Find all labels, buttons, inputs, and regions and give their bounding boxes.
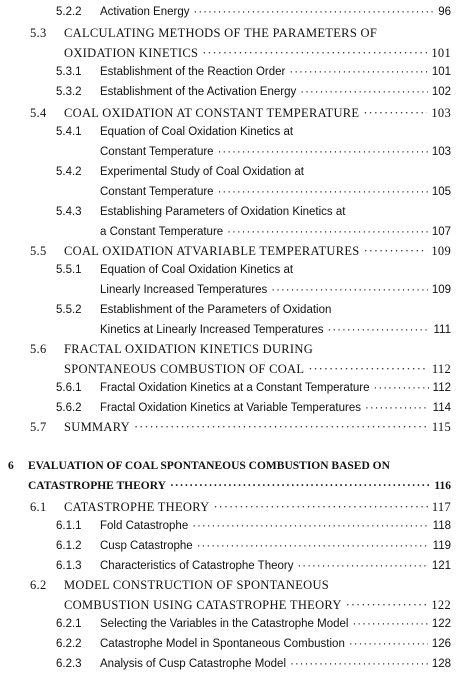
toc-entry-title: Analysis of Cusp Catastrophe Model [100, 658, 287, 670]
toc-entry-number: 6.2.2 [56, 638, 82, 650]
toc-entry [30, 26, 451, 41]
toc-entry-page: 121 [431, 560, 451, 572]
toc-entry [56, 520, 451, 532]
toc-entry-title: Fractal Oxidation Kinetics at a Constant Temperature [100, 382, 370, 394]
toc-entry [56, 618, 451, 630]
toc-entry [100, 186, 451, 198]
toc-entry [56, 126, 451, 138]
toc-entry-number: 5.5 [30, 244, 47, 258]
dot-leader [218, 186, 428, 198]
toc-entry [64, 46, 451, 61]
toc-entry-page: 107 [431, 226, 451, 238]
toc-entry [56, 66, 451, 78]
toc-entry [30, 500, 451, 515]
dot-leader [365, 402, 429, 414]
toc-entry-title: Fold Catastrophe [100, 520, 189, 532]
toc-entry-title: CALCULATING METHODS OF THE PARAMETERS OF [64, 26, 378, 40]
toc-entry-number: 6.2.1 [56, 618, 82, 630]
toc-entry [56, 560, 451, 572]
toc-entry-number: 6 [8, 460, 14, 472]
toc-entry-title: Linearly Increased Temperatures [100, 284, 268, 296]
toc-entry-title: FRACTAL OXIDATION KINETICS DURING [64, 342, 314, 356]
toc-entry-page: 116 [434, 480, 451, 492]
dot-leader [289, 66, 427, 78]
toc-entry-title: SPONTANEOUS COMBUSTION OF COAL [64, 362, 305, 376]
toc-entry [56, 638, 451, 650]
toc-entry-number: 6.1.2 [56, 540, 82, 552]
toc-entry [28, 480, 451, 492]
toc-entry-title: OXIDATION KINETICS [64, 46, 199, 60]
dot-leader [170, 480, 430, 492]
toc-entry-page: 122 [431, 598, 451, 612]
toc-entry [56, 304, 451, 316]
toc-entry-title: Equation of Coal Oxidation Kinetics at [100, 126, 294, 138]
toc-entry-title: COAL OXIDATION ATVARIABLE TEMPERATURES [64, 244, 360, 258]
toc-entry [30, 420, 451, 435]
toc-entry-number: 6.2.3 [56, 658, 82, 670]
toc-entry-page: 126 [431, 638, 451, 650]
toc-entry-number: 5.6.2 [56, 402, 82, 414]
dot-leader [197, 540, 429, 552]
dot-leader [363, 106, 427, 121]
toc-entry [100, 146, 451, 158]
toc-entry-page: 109 [431, 284, 451, 296]
toc-entry-number: 5.6 [30, 342, 47, 356]
toc-entry-title: Equation of Coal Oxidation Kinetics at [100, 264, 294, 276]
toc-entry-title: Establishment of the Activation Energy [100, 86, 297, 98]
toc-entry-page: 119 [432, 540, 451, 552]
toc-entry-title: Establishment of the Reaction Order [100, 66, 286, 78]
dot-leader [290, 658, 428, 670]
toc-entry-title: Selecting the Variables in the Catastrophe Model [100, 618, 349, 630]
toc-entry-page: 112 [432, 382, 451, 394]
toc-entry [8, 460, 451, 472]
toc-entry-page: 114 [432, 402, 451, 414]
toc-entry [30, 578, 451, 593]
toc-entry [30, 106, 451, 121]
toc-entry-number: 6.2 [30, 578, 47, 592]
toc-entry-title: a Constant Temperature [100, 226, 224, 238]
toc-entry-title: Cusp Catastrophe [100, 540, 193, 552]
dot-leader [308, 362, 427, 377]
toc-entry-title: Constant Temperature [100, 146, 214, 158]
toc-entry [30, 244, 451, 259]
toc-entry [56, 86, 451, 98]
toc-entry [56, 6, 451, 18]
toc-entry-number: 6.1.1 [56, 520, 82, 532]
dot-leader [192, 520, 428, 532]
dot-leader [300, 86, 428, 98]
toc-entry-number: 5.4.1 [56, 126, 82, 138]
toc-entry-number: 5.7 [30, 420, 47, 434]
toc-entry-title: Characteristics of Catastrophe Theory [100, 560, 294, 572]
toc-entry-page: 111 [433, 324, 451, 336]
toc-entry-page: 105 [431, 186, 451, 198]
toc-entry-title: Activation Energy [100, 6, 190, 18]
toc-entry-page: 102 [431, 86, 451, 98]
toc-entry-number: 5.5.2 [56, 304, 82, 316]
toc-entry-title: COMBUSTION USING CATASTROPHE THEORY [64, 598, 342, 612]
toc-entry-title: SUMMARY [64, 420, 131, 434]
toc-entry-title: EVALUATION OF COAL SPONTANEOUS COMBUSTION BASED ON [28, 460, 390, 472]
dot-leader [297, 560, 427, 572]
toc-entry-page: 112 [431, 362, 451, 376]
toc-entry-number: 6.1 [30, 500, 47, 514]
toc-entry-title: Establishing Parameters of Oxidation Kinetics at [100, 206, 346, 218]
toc-entry-number: 5.3.1 [56, 66, 82, 78]
toc-entry [30, 342, 451, 357]
dot-leader [202, 46, 427, 61]
toc-entry [56, 206, 451, 218]
toc-entry-number: 5.6.1 [56, 382, 82, 394]
toc-entry-title: Fractal Oxidation Kinetics at Variable Temperatures [100, 402, 362, 414]
dot-leader [364, 244, 428, 259]
toc-entry-title: CATASTROPHE THEORY [28, 480, 166, 492]
toc-entry [100, 324, 451, 336]
dot-leader [214, 500, 428, 515]
toc-entry [56, 540, 451, 552]
toc-entry-number: 5.3.2 [56, 86, 82, 98]
toc-entry-number: 5.4 [30, 106, 47, 120]
toc-entry [56, 166, 451, 178]
toc-entry-page: 109 [431, 244, 451, 258]
toc-entry-number: 5.2.2 [56, 6, 82, 18]
toc-entry [64, 598, 451, 613]
toc-entry [56, 658, 451, 670]
dot-leader [352, 618, 427, 630]
toc-entry-page: 122 [431, 618, 451, 630]
toc-entry-page: 96 [438, 6, 451, 18]
toc-entry-page: 117 [431, 500, 451, 514]
dot-leader [349, 638, 428, 650]
toc-entry-title: CATASTROPHE THEORY [64, 500, 210, 514]
toc-entry-title: Establishment of the Parameters of Oxidation [100, 304, 332, 316]
toc-entry [56, 382, 451, 394]
toc-entry-title: Constant Temperature [100, 186, 214, 198]
toc-entry-title: Catastrophe Model in Spontaneous Combustion [100, 638, 345, 650]
toc-entry-number: 5.3 [30, 26, 47, 40]
toc-entry-page: 103 [431, 146, 451, 158]
toc-entry [100, 226, 451, 238]
toc-entry-page: 101 [431, 66, 451, 78]
toc-entry-page: 115 [431, 420, 451, 434]
dot-leader [271, 284, 428, 296]
toc-entry-title: Kinetics at Linearly Increased Temperatures [100, 324, 324, 336]
dot-leader [194, 6, 435, 18]
toc-entry-number: 6.1.3 [56, 560, 82, 572]
toc-entry-title: COAL OXIDATION AT CONSTANT TEMPERATURE [64, 106, 360, 120]
toc-entry [100, 284, 451, 296]
toc-entry-number: 5.4.3 [56, 206, 82, 218]
toc-entry-page: 101 [431, 46, 451, 60]
dot-leader [218, 146, 428, 158]
toc-entry [56, 264, 451, 276]
toc-entry [56, 402, 451, 414]
toc-entry [64, 362, 451, 377]
toc-entry-page: 103 [431, 106, 451, 120]
toc-entry-title: Experimental Study of Coal Oxidation at [100, 166, 304, 178]
toc-entry-page: 118 [432, 520, 451, 532]
dot-leader [328, 324, 430, 336]
dot-leader [227, 226, 428, 238]
toc-entry-page: 128 [431, 658, 451, 670]
dot-leader [374, 382, 429, 394]
toc-entry-number: 5.4.2 [56, 166, 82, 178]
toc-entry-number: 5.5.1 [56, 264, 82, 276]
dot-leader [346, 598, 428, 613]
dot-leader [134, 420, 428, 435]
toc-entry-title: MODEL CONSTRUCTION OF SPONTANEOUS [64, 578, 330, 592]
